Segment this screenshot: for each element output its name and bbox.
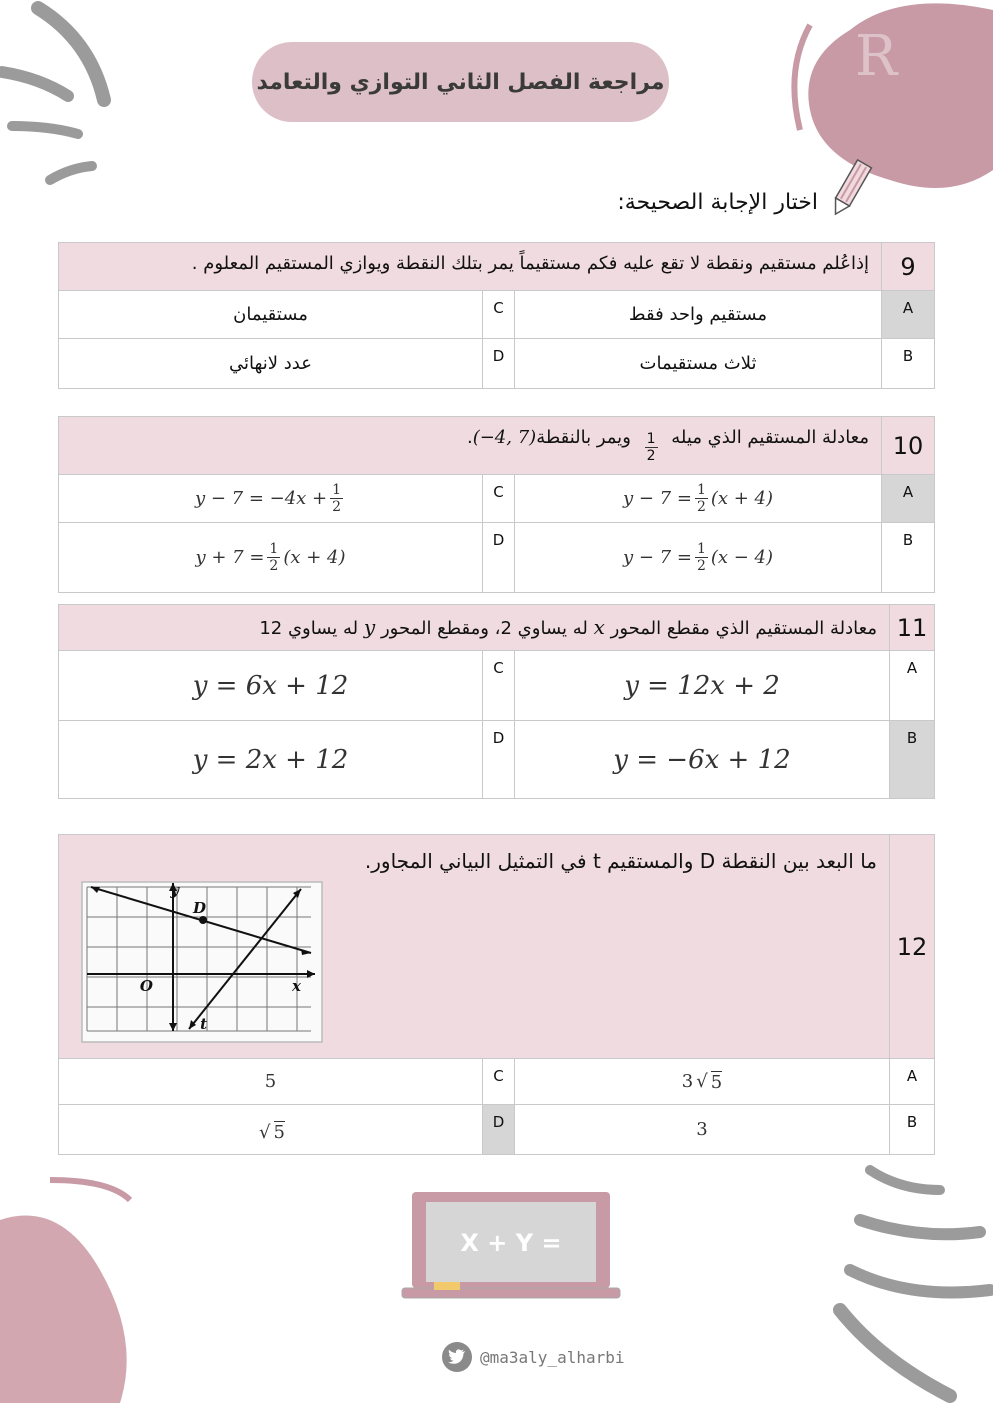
option-letter-a[interactable]: A (882, 475, 935, 523)
option-d[interactable]: √ 5 (59, 1105, 483, 1155)
question-11-table (58, 604, 935, 799)
option-b[interactable]: y − 7 = $\frac{1}{2}$ (x − 4) (515, 523, 882, 593)
handle-text: @ma3aly_alharbi (480, 1347, 625, 1367)
question-text: معادلة المستقيم الذي ميله $\frac{1}{2}$ ويمر بالنقطة(−4, 7). (59, 417, 882, 475)
option-letter-b[interactable]: B (882, 339, 935, 389)
option-letter-a[interactable]: A (882, 291, 935, 339)
line-t-label: t (200, 1015, 207, 1033)
option-letter-d[interactable]: D (483, 1105, 515, 1155)
option-c[interactable]: 5 (59, 1059, 483, 1105)
question-text: معادلة المستقيم الذي مقطع المحور x له يساوي 2، ومقطع المحور y له يساوي 12 (59, 605, 890, 651)
option-a[interactable]: y − 7 = $\frac{1}{2}$ (x + 4) (515, 475, 882, 523)
pencil-icon (826, 158, 874, 220)
question-number: 9 (882, 243, 935, 291)
option-d[interactable]: y + 7 = $\frac{1}{2}$ (x + 4) (59, 523, 483, 593)
instruction-text: اختار الإجابة الصحيحة: (617, 190, 818, 215)
option-letter-b[interactable]: B (882, 523, 935, 593)
question-text-part: ويمر بالنقطة (536, 427, 631, 448)
origin-label: O (139, 977, 153, 995)
header-pill (252, 42, 669, 122)
decor-top-right-blob (780, 0, 993, 200)
chalkboard-illustration (400, 1190, 622, 1302)
option-b[interactable]: ثلاث مستقيمات (515, 339, 882, 389)
svg-text:R: R (855, 24, 898, 89)
option-c[interactable]: y − 7 = −4x + $\frac{1}{2}$ (59, 475, 483, 523)
option-letter-b[interactable]: B (890, 721, 935, 799)
option-c[interactable]: y = 6x + 12 (59, 651, 483, 721)
option-letter-d[interactable]: D (483, 721, 515, 799)
twitter-icon (442, 1342, 472, 1372)
option-letter-c[interactable]: C (483, 1059, 515, 1105)
question-text: إذاعُلم مستقيم ونقطة لا تقع عليه فكم مستقيماً يمر بتلك النقطة ويوازي المستقيم المعلوم . (59, 243, 882, 291)
option-b[interactable]: y = −6x + 12 (515, 721, 890, 799)
option-a[interactable]: مستقيم واحد فقط (515, 291, 882, 339)
x-axis-label: x (292, 977, 301, 995)
slope-fraction: $\frac{1}{2}$ (646, 431, 656, 464)
option-a[interactable]: y = 12x + 2 (515, 651, 890, 721)
option-d[interactable]: y = 2x + 12 (59, 721, 483, 799)
question-number: 12 (890, 835, 935, 1059)
footer-handle[interactable] (442, 1342, 625, 1372)
y-axis-label: y (170, 881, 179, 899)
option-b[interactable]: 3 (515, 1105, 890, 1155)
option-letter-c[interactable]: C (483, 291, 515, 339)
option-a[interactable]: 3 √ 5 (515, 1059, 890, 1105)
option-d[interactable]: عدد لانهائي (59, 339, 483, 389)
option-letter-d[interactable]: D (483, 339, 515, 389)
decor-bottom-left-blob (0, 1160, 170, 1403)
decor-top-left-strokes (0, 0, 130, 200)
option-letter-b[interactable]: B (890, 1105, 935, 1155)
option-letter-a[interactable]: A (890, 1059, 935, 1105)
option-letter-d[interactable]: D (483, 523, 515, 593)
option-letter-c[interactable]: C (483, 475, 515, 523)
option-c[interactable]: مستقيمان (59, 291, 483, 339)
decor-bottom-right-strokes (820, 1160, 993, 1403)
question-text: ما البعد بين النقطة D والمستقيم t في التمثيل البياني المجاور. (364, 849, 877, 873)
question-text-part: معادلة المستقيم الذي ميله (671, 427, 870, 448)
board-text: X + Y = (460, 1229, 562, 1257)
page-title: مراجعة الفصل الثاني التوازي والتعامد (256, 69, 665, 95)
question-number: 10 (882, 417, 935, 475)
coordinate-graph (79, 879, 325, 1045)
question-text-cell (59, 835, 890, 1059)
question-9-table (58, 242, 935, 389)
option-letter-c[interactable]: C (483, 651, 515, 721)
question-12-table (58, 834, 935, 1155)
question-number: 11 (890, 605, 935, 651)
point-d-label: D (192, 899, 206, 917)
question-10-table (58, 416, 935, 593)
point-value: (−4, 7) (472, 427, 537, 448)
option-letter-a[interactable]: A (890, 651, 935, 721)
